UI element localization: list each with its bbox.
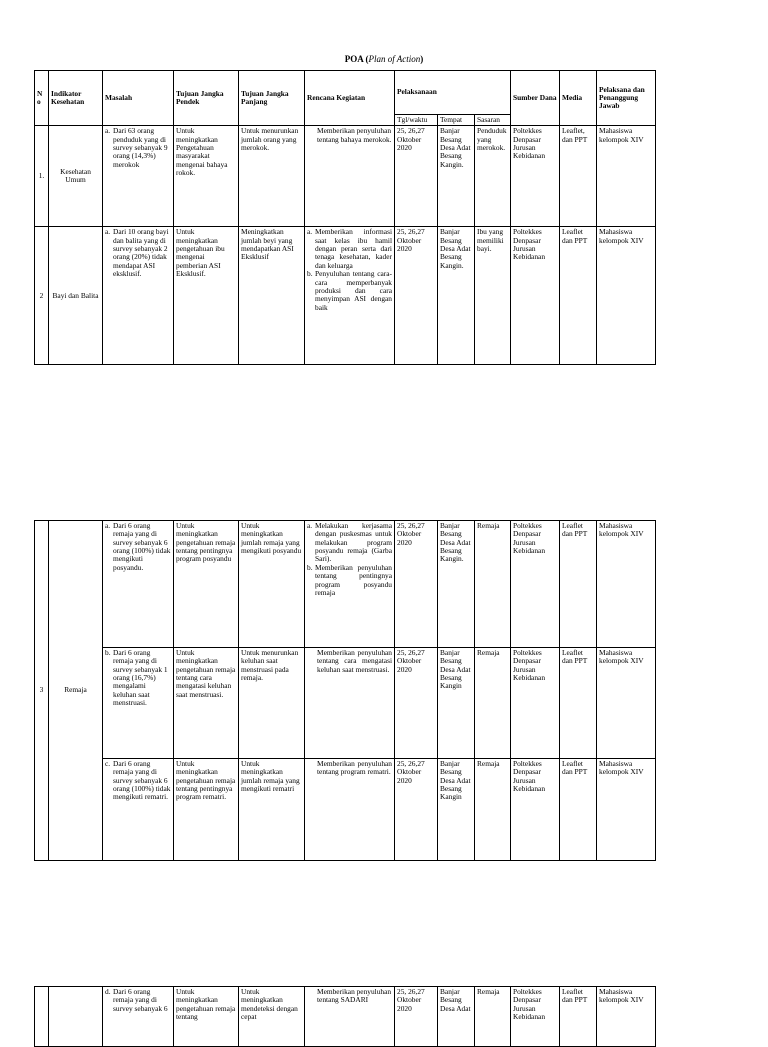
row-indikator: Kesehatan Umum — [49, 126, 103, 227]
header-tgl: Tgl/waktu — [395, 115, 438, 126]
row-rencana: Memberikan penyuluhan tentang program rematri. — [305, 759, 395, 861]
row-tujuan-panjang: Untuk meningkatkan jumlah remaja yang mengikuti rematri — [239, 759, 305, 861]
row-tujuan-pendek: Untuk meningkatkan Pengetahuan masyarakat mengenai bahaya rokok. — [174, 126, 239, 227]
row-sumber: Poltekkes Denpasar Jurusan Kebidanan — [511, 759, 560, 861]
row-indikator: Remaja — [49, 521, 103, 861]
row-rencana: Memberikan penyuluhan tentang bahaya merokok. — [305, 126, 395, 227]
row-media: Leaflet dan PPT — [560, 759, 597, 861]
header-rencana: Rencana Kegiatan — [305, 71, 395, 126]
row-tujuan-pendek: Untuk meningkatkan pengetahuan ibu mengenai pemberian ASI Eksklusif. — [174, 227, 239, 365]
row-indikator: Bayi dan Balita — [49, 227, 103, 365]
row-no — [35, 987, 49, 1047]
row-pj: Mahasiswa kelompok XIV — [597, 126, 656, 227]
row-tujuan-panjang: Untuk meningkatkan jumlah remaja yang mengikuti posyandu — [239, 521, 305, 648]
row-tempat: Banjar Besang Desa Adat — [438, 987, 475, 1047]
header-media: Media — [560, 71, 597, 126]
row-media: Leaflet, dan PPT — [560, 126, 597, 227]
row-no: 3 — [35, 521, 49, 861]
table-row — [35, 227, 656, 365]
row-tempat: Banjar Besang Desa Adat Besang Kangin. — [438, 227, 475, 365]
row-tujuan-pendek: Untuk meningkatkan pengetahuan remaja tentang pentingnya program posyandu — [174, 521, 239, 648]
row-tempat: Banjar Besang Desa Adat Besang Kangin — [438, 759, 475, 861]
row-tujuan-panjang: Untuk meningkatkan mendeteksi dengan cepat — [239, 987, 305, 1047]
row-tgl: 25, 26,27 Oktober 2020 — [395, 126, 438, 227]
poa-table-page-3 — [34, 986, 656, 1047]
row-media: Leaflet dan PPT — [560, 987, 597, 1047]
row-sumber: Poltekkes Denpasar Jurusan Kebidanan — [511, 227, 560, 365]
row-rencana: a. Melakukan kerjasama dengan puskesmas untuk melakukan program posyandu remaja (Garba Sari). b. Memberikan penyuluhan tentang pentingnya program posyandu remaja — [305, 521, 395, 648]
row-rencana: Memberikan penyuluhan tentang cara mengatasi keluhan saat menstruasi. — [305, 648, 395, 759]
row-tgl: 25, 26,27 Oktober 2020 — [395, 987, 438, 1047]
header-no: N o — [35, 71, 49, 126]
row-media: Leaflet dan PPT — [560, 227, 597, 365]
row-no: 1. — [35, 126, 49, 227]
row-rencana: Memberikan penyuluhan tentang SADARI — [305, 987, 395, 1047]
table-row — [35, 648, 656, 759]
table-row — [35, 521, 656, 648]
row-pj: Mahasiswa kelompok XIV — [597, 759, 656, 861]
row-sumber: Poltekkes Denpasar Jurusan Kebidanan — [511, 648, 560, 759]
page-title: POA (Plan of Action) — [344, 54, 424, 64]
header-tempat: Tempat — [438, 115, 475, 126]
table-row — [35, 126, 656, 227]
row-no: 2 — [35, 227, 49, 365]
row-sasaran: Remaja — [475, 759, 511, 861]
row-masalah: b. Dari 6 orang remaja yang di survey sebanyak 1 orang (16,7%) mengalami keluhan saat menstruasi. — [103, 648, 174, 759]
row-masalah: d. Dari 6 orang remaja yang di survey sebanyak 6 — [103, 987, 174, 1047]
row-tujuan-pendek: Untuk meningkatkan pengetahuan remaja tentang pentingnya program rematri. — [174, 759, 239, 861]
row-sumber: Poltekkes Denpasar Jurusan Kebidanan — [511, 126, 560, 227]
row-masalah: a. Dari 63 orang penduduk yang di survey sebanyak 9 orang (14,3%) merokok — [103, 126, 174, 227]
header-pelaksanaan: Pelaksanaan — [395, 71, 511, 115]
header-indikator: Indikator Kesehatan — [49, 71, 103, 126]
header-tujuan-pendek: Tujuan Jangka Pendek — [174, 71, 239, 126]
row-sasaran: Remaja — [475, 521, 511, 648]
row-tujuan-panjang: Untuk menurunkan keluhan saat menstruasi pada remaja. — [239, 648, 305, 759]
header-sumber: Sumber Dana — [511, 71, 560, 126]
row-sasaran: Remaja — [475, 648, 511, 759]
row-sasaran: Penduduk yang merokok. — [475, 126, 511, 227]
poa-table-page-2 — [34, 520, 656, 861]
row-tujuan-pendek: Untuk meningkatkan pengetahuan remaja tentang — [174, 987, 239, 1047]
header-pj: Pelaksana dan Penanggung Jawab — [597, 71, 656, 126]
row-tujuan-pendek: Untuk meningkatkan pengetahuan remaja tentang cara mengatasi keluhan saat menstruasi. — [174, 648, 239, 759]
row-sumber: Poltekkes Denpasar Jurusan Kebidanan — [511, 521, 560, 648]
table-row — [35, 759, 656, 861]
row-masalah: a. Dari 10 orang bayi dan balita yang di survey sebanyak 2 orang (20%) tidak mendapat ASI eksklusif. — [103, 227, 174, 365]
row-pj: Mahasiswa kelompok XIV — [597, 227, 656, 365]
row-tujuan-panjang: Meningkatkan jumlah beyi yang mendapatkan ASI Eksklusif — [239, 227, 305, 365]
header-sasaran: Sasaran — [475, 115, 511, 126]
row-sasaran: Ibu yang memiliki bayi. — [475, 227, 511, 365]
row-tgl: 25, 26,27 Oktober 2020 — [395, 521, 438, 648]
row-tgl: 25, 26,27 Oktober 2020 — [395, 648, 438, 759]
row-masalah: c. Dari 6 orang remaja yang di survey sebanyak 6 orang (100%) tidak mengikuti rematri. — [103, 759, 174, 861]
row-masalah: a. Dari 6 orang remaja yang di survey sebanyak 6 orang (100%) tidak mengikuti posyandu. — [103, 521, 174, 648]
row-rencana: a. Memberikan informasi saat kelas ibu hamil dengan peran serta dari tenaga kesehatan, kader dan keluarga b. Penyuluhan tentang cara-cara memperbanyak produksi dan cara menyimpan ASI dengan baik — [305, 227, 395, 365]
row-sumber: Poltekkes Denpasar Jurusan Kebidanan — [511, 987, 560, 1047]
row-pj: Mahasiswa kelompok XIV — [597, 648, 656, 759]
row-tujuan-panjang: Untuk menurunkan jumlah orang yang merokok. — [239, 126, 305, 227]
row-pj: Mahasiswa kelompok XIV — [597, 987, 656, 1047]
row-indikator — [49, 987, 103, 1047]
header-masalah: Masalah — [103, 71, 174, 126]
row-tempat: Banjar Besang Desa Adat Besang Kangin. — [438, 126, 475, 227]
header-tujuan-panjang: Tujuan Jangka Panjang — [239, 71, 305, 126]
row-pj: Mahasiswa kelompok XIV — [597, 521, 656, 648]
poa-table-page-1 — [34, 70, 656, 365]
row-tempat: Banjar Besang Desa Adat Besang Kangin — [438, 648, 475, 759]
row-tgl: 25, 26,27 Oktober 2020 — [395, 227, 438, 365]
row-tgl: 25, 26,27 Oktober 2020 — [395, 759, 438, 861]
row-sasaran: Remaja — [475, 987, 511, 1047]
row-media: Leaflet dan PPT — [560, 648, 597, 759]
row-tempat: Banjar Besang Desa Adat Besang Kangin. — [438, 521, 475, 648]
row-media: Leaflet dan PPT — [560, 521, 597, 648]
table-row — [35, 987, 656, 1047]
